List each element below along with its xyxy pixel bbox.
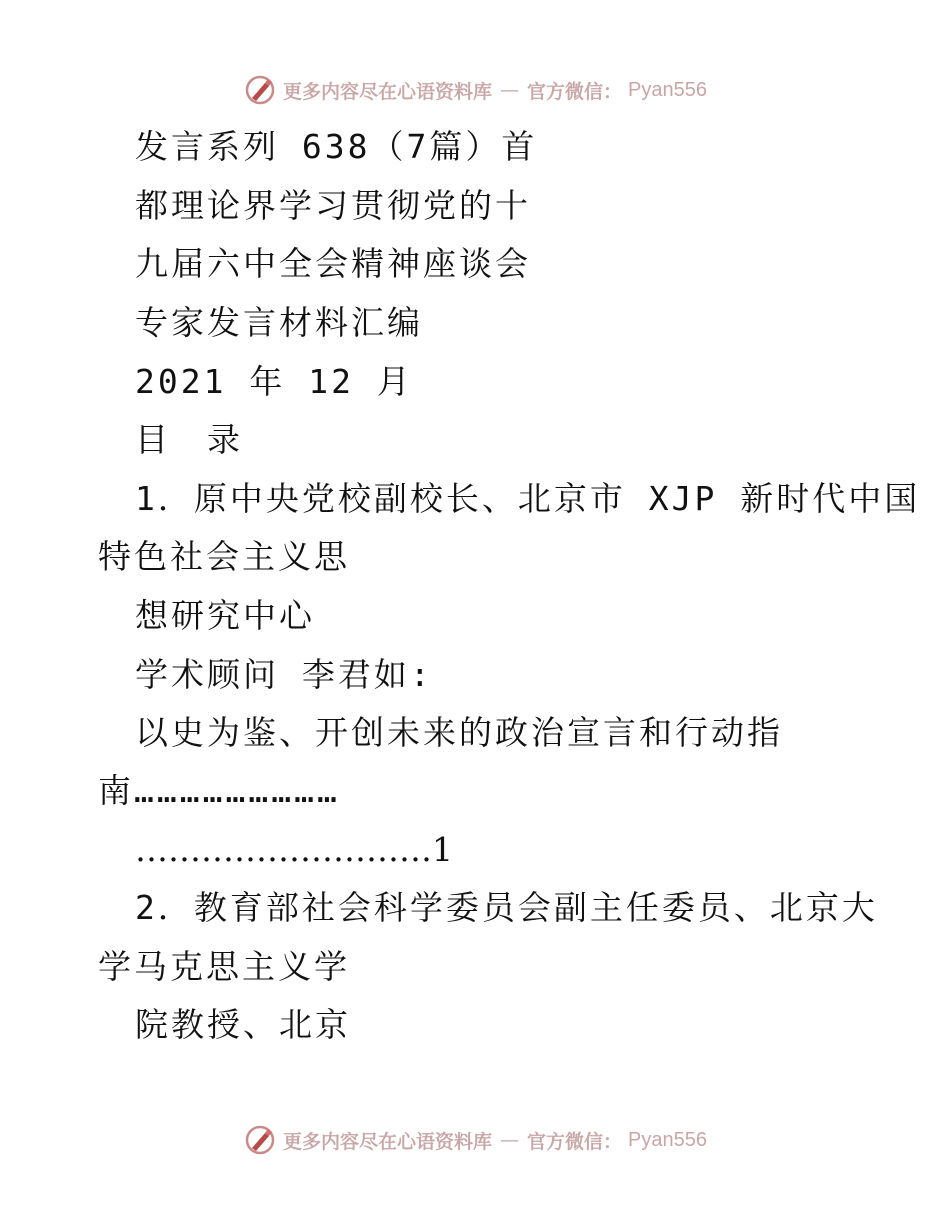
toc-item-1-author: 学术顾问 李君如: xyxy=(135,655,433,694)
header-banner xyxy=(0,70,950,110)
header-separator: — xyxy=(500,79,520,101)
title-line-1: 发言系列 638（7篇）首 xyxy=(135,127,538,166)
footer-wechat-id: Pyan556 xyxy=(628,1128,707,1151)
toc-item-1-line-2: 特色社会主义思 xyxy=(98,537,350,576)
footer-site-text: 更多内容尽在心语资料库 xyxy=(283,1130,493,1153)
footer-wechat-label: 官方微信： xyxy=(527,1130,623,1153)
toc-item-1-title: 以史为鉴、开创未来的政治宣言和行动指 xyxy=(135,713,783,752)
footer-banner xyxy=(0,1120,950,1160)
header-site-text: 更多内容尽在心语资料库 xyxy=(283,80,493,103)
toc-item-1-line-1: 1．原中央党校副校长、北京市 XJP 新时代中国 xyxy=(135,479,921,518)
toc-heading: 目 录 xyxy=(135,420,243,459)
toc-item-1-line-3: 想研究中心 xyxy=(135,596,315,635)
title-line-3: 九届六中全会精神座谈会 xyxy=(135,244,531,283)
toc-item-2-line-1: 2．教育部社会科学委员会副主任委员、北京大 xyxy=(135,888,878,927)
pen-logo-icon xyxy=(243,1123,277,1157)
title-line-2: 都理论界学习贯彻党的十 xyxy=(135,186,531,225)
title-line-4: 专家发言材料汇编 xyxy=(135,303,423,342)
header-wechat-label: 官方微信： xyxy=(527,80,623,103)
toc-item-2-line-2: 学马克思主义学 xyxy=(98,947,350,986)
footer-separator: — xyxy=(500,1129,520,1151)
pen-logo-icon xyxy=(243,73,277,107)
toc-item-2-line-3: 院教授、北京 xyxy=(135,1005,351,1044)
toc-item-1-title-end: 南……………………… xyxy=(98,771,340,810)
date-line: 2021 年 12 月 xyxy=(135,362,413,401)
toc-item-1-page: ………………………1 xyxy=(135,830,453,869)
header-wechat-id: Pyan556 xyxy=(628,78,707,101)
